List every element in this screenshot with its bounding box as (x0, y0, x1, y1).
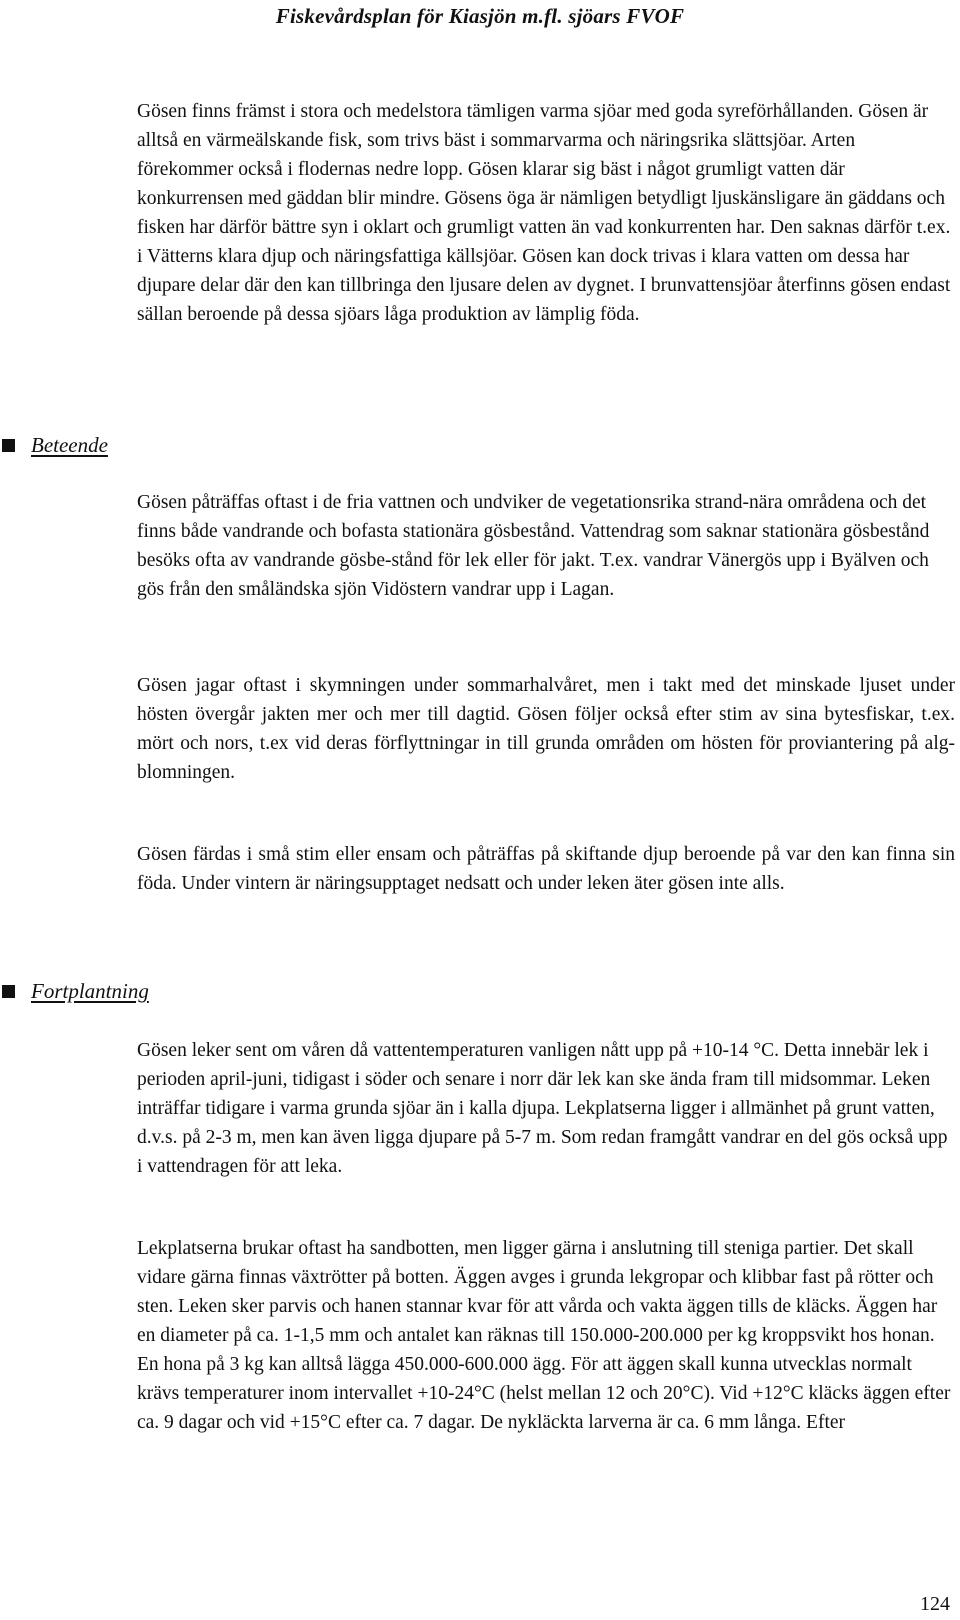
document-header: Fiskevårdsplan för Kiasjön m.fl. sjöars FVOF (275, 4, 685, 28)
section-heading-label: Beteende (31, 433, 108, 457)
square-bullet-icon (2, 439, 15, 452)
section-heading-label: Fortplantning (31, 979, 149, 1003)
fortplantning-paragraph-2: Lekplatserna brukar oftast ha sandbotten, men ligger gärna i anslutning till steniga partier. Det skall vidare gärna finnas växtrötter på botten. Äggen avges i grunda lekgropar och klibbar fast på rötter och sten. Leken sker parvis och hanen stannar kvar för att vårda och vakta äggen tills de kläcks. Äggen har en diameter på ca. 1-1,5 mm och antalet kan räknas till 150.000-200.000 per kg kroppsvikt hos honan. En hona på 3 kg kan alltså lägga 450.000-600.000 ägg. För att äggen skall kunna utvecklas normalt krävs temperaturer inom intervallet +10-24°C (helst mellan 12 och 20°C). Vid +12°C kläcks äggen efter ca. 9 dagar och vid +15°C efter ca. 7 dagar. De nykläckta larverna är ca. 6 mm långa. Efter (137, 1238, 951, 1433)
intro-paragraph: Gösen finns främst i stora och medelstora tämligen varma sjöar med goda syreförhållanden. Gösen är alltså en värmeälskande fisk, som trivs bäst i sommarvarma och näringsrika slättsjöar. Arten förekommer också i flodernas nedre lopp. Gösen klarar sig bäst i något grumligt vatten där konkurrensen med gäddan blir mindre. Gösens öga är nämligen betydligt ljuskänsligare än gäddans och fisken har därför bättre syn i oklart och grumligt vatten än vad konkurrenten har. Den saknas därför t.ex. i Vätterns klara djup och näringsfattiga källsjöar. Gösen kan dock trivas i klara vatten om dessa har djupare delar där den kan tillbringa den ljusare delen av dygnet. I brunvattensjöar återfinns gösen endast sällan beroende på dessa sjöars låga produktion av lämplig föda. (137, 101, 951, 325)
section-heading-beteende (2, 433, 108, 458)
beteende-paragraph-1: Gösen påträffas oftast i de fria vattnen och undviker de vegetationsrika strand-nära områdena och det finns både vandrande och bofasta stationära gösbestånd. Vattendrag som saknar stationära gösbestånd besöks ofta av vandrande gösbe-stånd för lek eller för jakt. T.ex. vandrar Vänergös upp i Byälven och gös från den småländska sjön Vidöstern vandrar upp i Lagan. (137, 492, 930, 600)
page-number: 124 (920, 1593, 950, 1615)
section-heading-fortplantning (2, 979, 149, 1004)
beteende-paragraph-2: Gösen jagar oftast i skymningen under sommarhalvåret, men i takt med det minskade ljuset under hösten övergår jakten mer och mer till dagtid. Gösen följer också efter stim av sina bytesfiskar, t.ex. mört och nors, t.ex vid deras förflyttningar in till grunda områden om hösten för proviantering på alg-blomningen. (137, 675, 955, 783)
square-bullet-icon (2, 985, 15, 998)
beteende-paragraph-3: Gösen färdas i små stim eller ensam och påträffas på skiftande djup beroende på var den kan finna sin föda. Under vintern är näringsupptaget nedsatt och under leken äter gösen inte alls. (137, 844, 955, 894)
fortplantning-paragraph-1: Gösen leker sent om våren då vattentemperaturen vanligen nått upp på +10-14 °C. Detta innebär lek i perioden april-juni, tidigast i söder och senare i norr där lek kan ske ända fram till midsommar. Leken inträffar tidigare i varma grunda sjöar än i kalla djupa. Lekplatserna ligger i allmänhet på grunt vatten, d.v.s. på 2-3 m, men kan även ligga djupare på 5-7 m. Som redan framgått vandrar en del gös också upp i vattendragen för att leka. (137, 1040, 948, 1177)
